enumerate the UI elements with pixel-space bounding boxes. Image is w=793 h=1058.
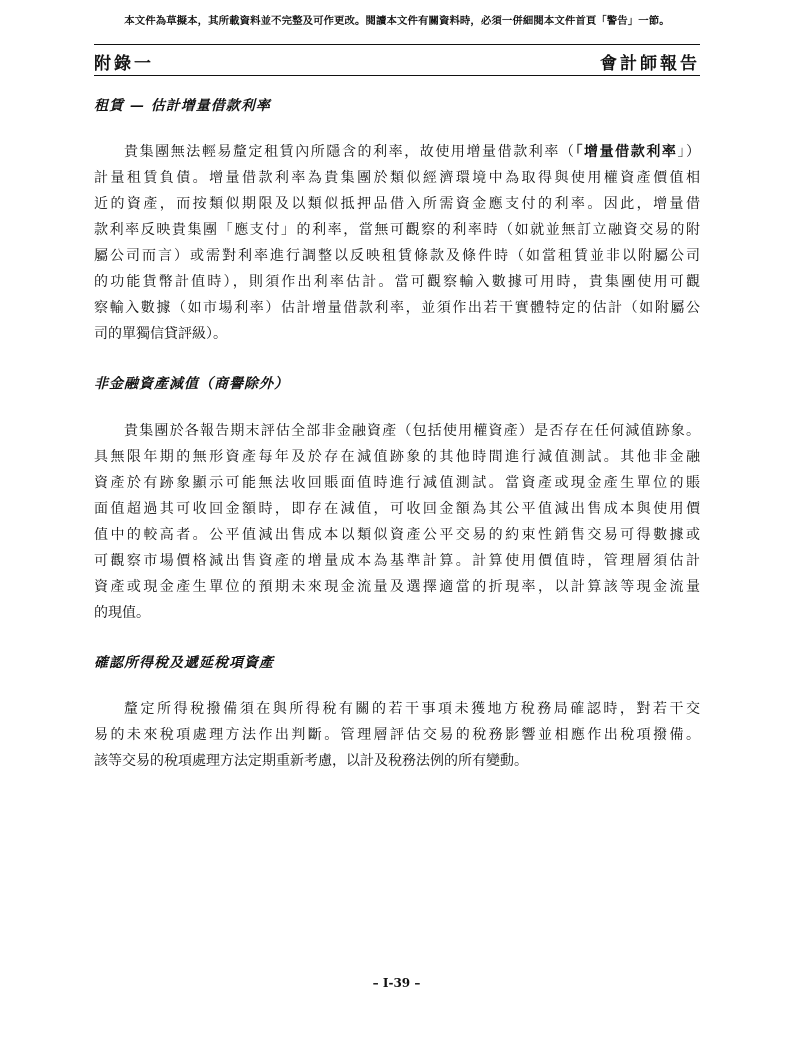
appendix-title: 附錄一 xyxy=(94,54,154,74)
paragraph-line: 司的單獨信貸評級）。 xyxy=(94,326,227,342)
paragraph-line: 面值超過其可收回金額時，即存在減值，可收回金額為其公平值減出售成本與使用價 xyxy=(94,501,700,517)
draft-disclaimer: 本文件為草擬本，其所載資料並不完整及可作更改。閱讀本文件有關資料時，必須一併細閱本文件首頁「警告」一節。 xyxy=(124,15,670,27)
paragraph-line: 察輸入數據（如市場利率）估計增量借款利率，並須作出若干實體特定的估計（如附屬公 xyxy=(94,300,700,316)
paragraph-line: 的功能貨幣計值時），則須作出利率估計。當可觀察輸入數據可用時，貴集團使用可觀 xyxy=(94,274,700,290)
section-heading-lease: 租賃 — 估計增量借款利率 xyxy=(94,98,271,114)
page-number: – I-39 – xyxy=(372,976,421,990)
page-header xyxy=(94,44,700,76)
section-body-income-tax xyxy=(94,696,700,774)
paragraph-line: 貴集團無法輕易釐定租賃內所隱含的利率，故使用增量借款利率（「增量借款利率」） xyxy=(124,144,701,160)
paragraph-line: 計量租賃負債。增量借款利率為貴集團於類似經濟環境中為取得與使用權資產價值相 xyxy=(94,170,700,186)
paragraph-line: 值中的較高者。公平值減出售成本以類似資產公平交易的約束性銷售交易可得數據或 xyxy=(94,527,700,543)
paragraph-line: 屬公司而言）或需對利率進行調整以反映租賃條款及條件時（如當租賃並非以附屬公司 xyxy=(94,248,700,264)
paragraph-line: 釐定所得稅撥備須在與所得稅有關的若干事項未獲地方稅務局確認時，對若干交 xyxy=(124,701,700,717)
paragraph-line: 款利率反映貴集團「應支付」的利率，當無可觀察的利率時（如就並無訂立融資交易的附 xyxy=(94,222,700,238)
paragraph-line: 具無限年期的無形資產每年及於存在減值跡象的其他時間進行減值測試。其他非金融 xyxy=(94,449,700,465)
report-title: 會計師報告 xyxy=(600,54,700,74)
defined-term: 「增量借款利率 xyxy=(575,144,678,160)
section-body-impairment xyxy=(94,418,700,626)
paragraph-line: 可觀察市場價格減出售資產的增量成本為基準計算。計算使用價值時，管理層須估計 xyxy=(94,553,700,569)
paragraph-line: 資產或現金產生單位的預期未來現金流量及選擇適當的折現率，以計算該等現金流量 xyxy=(94,579,700,595)
section-heading-income-tax: 確認所得稅及遞延稅項資產 xyxy=(94,655,274,671)
paragraph-line: 近的資產，而按類似期限及以類似抵押品借入所需資金應支付的利率。因此，增量借 xyxy=(94,196,700,212)
paragraph-line: 的現值。 xyxy=(94,605,150,621)
section-body-lease xyxy=(94,139,700,347)
section-heading-impairment: 非金融資產減值（商譽除外） xyxy=(94,376,289,392)
paragraph-line: 資產於有跡象顯示可能無法收回賬面值時進行減值測試。當資產或現金產生單位的賬 xyxy=(94,475,700,491)
paragraph-line: 貴集團於各報告期末評估全部非金融資產（包括使用權資產）是否存在任何減值跡象。 xyxy=(124,423,700,439)
paragraph-line: 該等交易的稅項處理方法定期重新考慮，以計及稅務法例的所有變動。 xyxy=(94,753,528,769)
paragraph-line: 易的未來稅項處理方法作出判斷。管理層評估交易的稅務影響並相應作出稅項撥備。 xyxy=(94,727,700,743)
